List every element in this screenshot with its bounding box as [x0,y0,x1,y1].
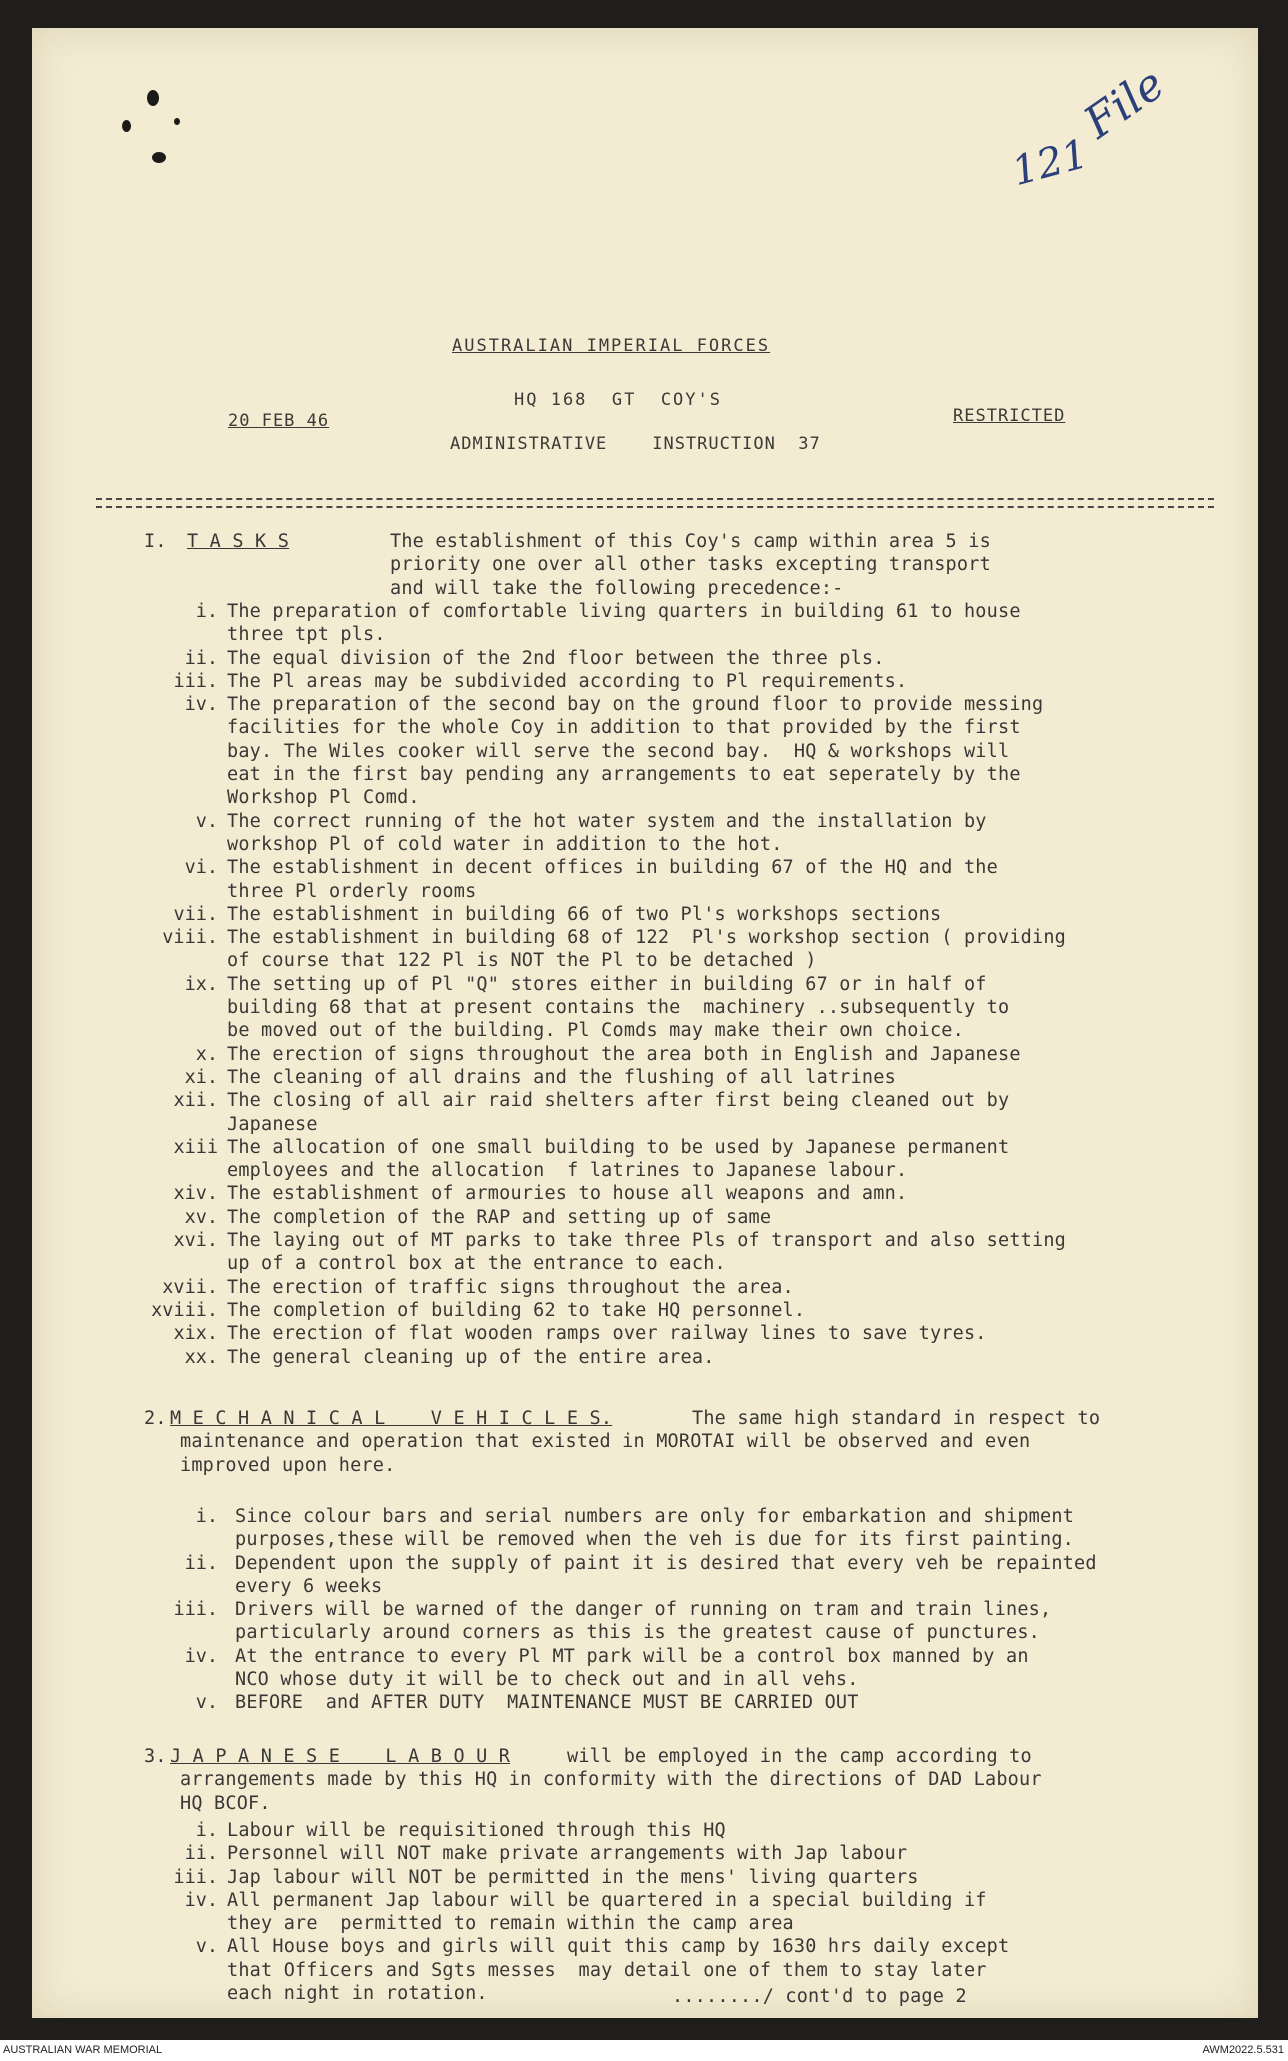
footer-reference: AWM2022.5.531 [1202,2044,1284,2056]
item-number: viii. [162,927,218,949]
item-number: ii. [184,647,218,669]
header-admin: ADMINISTRATIVE INSTRUCTION 37 [450,434,821,454]
task-item-line: three Pl orderly rooms [227,880,477,902]
header-restricted: RESTRICTED [953,406,1066,426]
task-item-line: be moved out of the building. Pl Comds may make their own choice. [227,1020,964,1042]
labour-item-line: they are permitted to remain within the camp area [227,1913,794,1935]
ink-smudge [152,152,166,163]
section-intro-line: HQ BCOF. [180,1792,271,1814]
section-number: 2. [144,1408,167,1429]
separator-line [96,498,1214,508]
labour-item-line: All permanent Jap labour will be quartered in a special building if [227,1889,987,1911]
task-item-line: The Pl areas may be subdivided according to Pl requirements. [227,670,908,692]
item-number: v. [195,810,218,832]
item-number: xx. [184,1346,218,1368]
header-line1: AUSTRALIAN IMPERIAL FORCES [452,336,771,356]
section-title: J A P A N E S E L A B O U R [170,1746,511,1767]
vehicle-item-line: At the entrance to every Pl MT park will be a control box manned by an [235,1645,1029,1667]
task-item-line: The correct running of the hot water system and the installation by [227,810,987,832]
item-number: vii. [173,903,218,925]
section-title: T A S K S [187,531,290,552]
item-number: iii. [173,1866,218,1888]
item-number: xiv. [173,1183,218,1205]
item-number: vi. [184,857,218,879]
task-item-line: The erection of traffic signs throughout the area. [227,1276,794,1298]
ink-smudge [122,120,131,132]
section-intro-line: The establishment of this Coy's camp within area 5 is [390,531,991,552]
item-number: xiii [173,1136,218,1158]
item-number: iii. [173,1599,218,1621]
section-title: M E C H A N I C A L V E H I C L E S. [170,1408,613,1429]
task-item-line: facilities for the whole Coy in addition to that provided by the first [227,717,1021,739]
header-line2: HQ 168 GT COY'S [514,390,722,410]
item-number: iv. [184,1645,218,1667]
task-item-line: bay. The Wiles cooker will serve the second bay. HQ & workshops will [227,740,1010,762]
task-item-line: The closing of all air raid shelters after first being cleaned out by [227,1090,1010,1112]
item-number: ii. [184,1843,218,1865]
item-number: xv. [184,1206,218,1228]
section-number: 3. [144,1746,167,1767]
footer [0,2040,1288,2061]
task-item-line: The laying out of MT parks to take three Pls of transport and also setting [227,1230,1067,1251]
task-item-line: three tpt pls. [227,624,386,646]
task-item-line: The preparation of comfortable living quarters in building 61 to house [227,600,1021,622]
task-item-line: The establishment of armouries to house all weapons and amn. [227,1183,908,1205]
vehicle-item-line: particularly around corners as this is the greatest cause of punctures. [235,1622,1040,1644]
vehicle-item-line: Since colour bars and serial numbers are only for embarkation and shipment [235,1505,1075,1527]
item-number: xix. [173,1323,218,1345]
ink-smudge [147,90,159,106]
item-number: v. [195,1692,218,1714]
task-item-line: The equal division of the 2nd floor between the three pls. [227,647,885,669]
labour-item-line: Labour will be requisitioned through this HQ [227,1819,726,1841]
task-item-line: workshop Pl of cold water in addition to the hot. [227,833,783,855]
item-number: xviii. [151,1299,218,1321]
item-number: xi. [184,1066,218,1088]
item-number: ix. [184,973,218,995]
item-number: iv. [184,1889,218,1911]
task-item-line: of course that 122 Pl is NOT the Pl to be detached ) [227,950,817,972]
section-intro-line: maintenance and operation that existed in MOROTAI will be observed and even [180,1431,1031,1453]
item-number: i. [195,1505,218,1527]
vehicle-item-line: Drivers will be warned of the danger of running on tram and train lines, [235,1599,1052,1621]
handwritten-number: 121 [1007,130,1094,196]
task-item-line: eat in the first bay pending any arrangements to eat seperately by the [227,764,1021,785]
labour-item-line: that Officers and Sgts messes may detail one of them to stay later [227,1959,987,1981]
task-item-line: The erection of flat wooden ramps over railway lines to save tyres. [227,1323,987,1345]
vehicle-item-line: Dependent upon the supply of paint it is desired that every veh be repainted [235,1552,1097,1574]
section-number: I. [144,531,167,552]
item-number: xvi. [173,1230,218,1251]
vehicle-item-line: NCO whose duty it will be to check out and in all vehs. [235,1669,859,1690]
item-number: iv. [184,694,218,716]
section-intro-line: arrangements made by this HQ in conformity with the directions of DAD Labour [180,1769,1042,1791]
task-item-line: The erection of signs throughout the area both in English and Japanese [227,1043,1021,1065]
vehicle-item-line: every 6 weeks [235,1575,383,1597]
footer-source: AUSTRALIAN WAR MEMORIAL [3,2044,163,2056]
section-intro-line: and will take the following precedence:- [390,577,844,599]
task-item-line: The establishment in building 68 of 122 Pl's workshop section ( providing [227,927,1067,949]
item-number: ii. [184,1552,218,1574]
task-item-line: Japanese [227,1113,318,1135]
task-item-line: employees and the allocation f latrines to Japanese labour. [227,1160,908,1182]
vehicle-item-line: BEFORE and AFTER DUTY MAINTENANCE MUST BE CARRIED OUT [235,1692,859,1714]
item-number: iii. [173,670,218,692]
item-number: v. [195,1936,218,1958]
labour-item-line: All House boys and girls will quit this camp by 1630 hrs daily except [227,1936,1010,1958]
section-intro-line: priority one over all other tasks excepting transport [390,554,991,576]
ink-smudge [174,118,180,125]
task-item-line: The completion of building 62 to take HQ personnel. [227,1299,806,1321]
task-item-line: The establishment in decent offices in building 67 of the HQ and the [227,857,998,879]
task-item-line: The establishment in building 66 of two Pl's workshops sections [227,903,942,925]
labour-item-line: Personnel will NOT make private arrangements with Jap labour [227,1843,908,1865]
item-number: x. [195,1043,218,1065]
section-intro-line: The same high standard in respect to [692,1408,1101,1429]
labour-item-line: each night in rotation. [227,1983,488,2004]
task-item-line: The cleaning of all drains and the flushing of all latrines [227,1066,896,1088]
task-item-line: The preparation of the second bay on the ground floor to provide messing [227,694,1044,716]
task-item-line: up of a control box at the entrance to each. [227,1253,726,1275]
vehicle-item-line: purposes,these will be removed when the veh is due for its first painting. [235,1529,1075,1551]
section-intro-line: improved upon here. [180,1454,396,1476]
task-item-line: The setting up of Pl "Q" stores either in building 67 or in half of [227,973,987,995]
document-page [32,28,1258,2018]
header-date: 20 FEB 46 [228,411,330,431]
item-number: i. [195,1819,218,1841]
item-number: xii. [173,1090,218,1112]
item-number: i. [195,600,218,622]
task-item-line: building 68 that at present contains the machinery ..subsequently to [227,997,1010,1018]
labour-item-line: Jap labour will NOT be permitted in the mens' living quarters [227,1866,919,1888]
item-number: xvii. [162,1276,218,1298]
task-item-line: The allocation of one small building to be used by Japanese permanent [227,1136,1010,1158]
handwritten-word: File [1075,58,1174,149]
task-item-line: Workshop Pl Comd. [227,787,420,809]
continuation-note: ......../ cont'd to page 2 [672,1986,967,2007]
section-intro-line: will be employed in the camp according to [567,1746,1032,1767]
task-item-line: The completion of the RAP and setting up of same [227,1206,772,1228]
task-item-line: The general cleaning up of the entire area. [227,1346,715,1368]
